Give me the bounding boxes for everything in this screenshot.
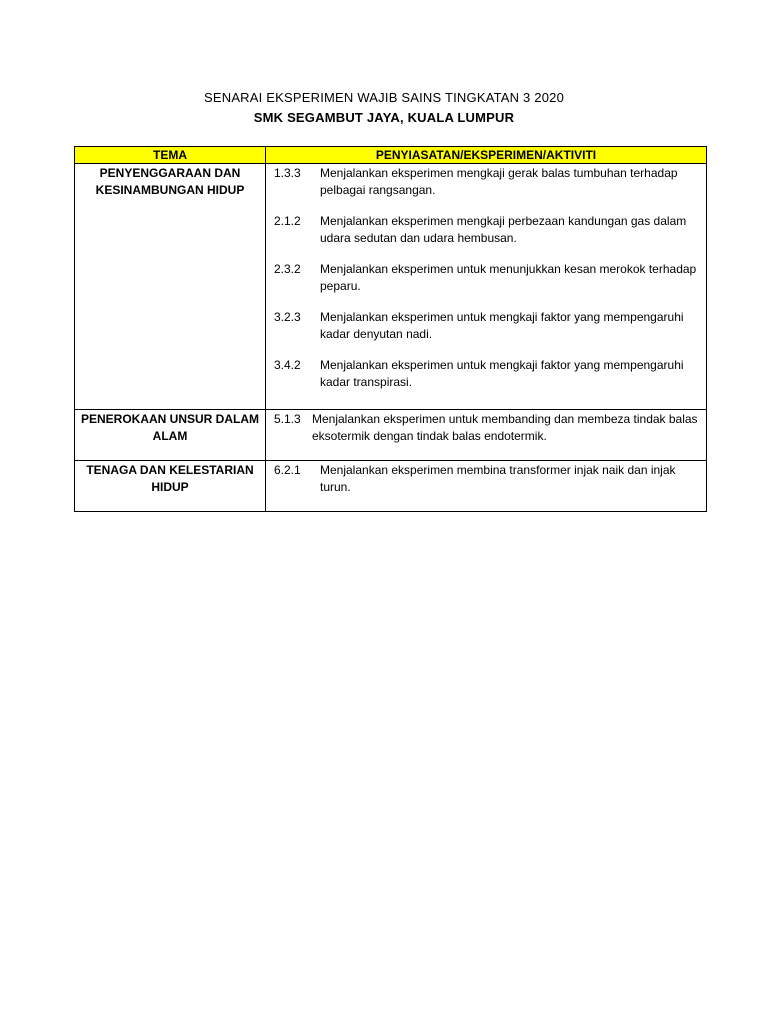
activity-text: Menjalankan eksperimen mengkaji gerak balas tumbuhan terhadap pelbagai rangsangan. — [320, 166, 678, 197]
tema-cell: TENAGA DAN KELESTARIAN HIDUP — [75, 461, 266, 512]
activity-item — [274, 357, 700, 391]
activity-text: Menjalankan eksperimen membina transformer injak naik dan injak turun. — [320, 463, 676, 494]
activity-cell — [266, 164, 707, 410]
activity-text: Menjalankan eksperimen untuk mengkaji faktor yang mempengaruhi kadar transpirasi. — [320, 358, 684, 389]
activity-code: 2.1.2 — [274, 214, 301, 228]
activity-item — [274, 213, 700, 247]
tema-cell: PENYENGGARAAN DAN KESINAMBUNGAN HIDUP — [75, 164, 266, 410]
activity-item — [274, 261, 700, 295]
activity-text: Menjalankan eksperimen untuk menunjukkan kesan merokok terhadap peparu. — [320, 262, 697, 293]
header-aktiviti: PENYIASATAN/EKSPERIMEN/AKTIVITI — [266, 147, 707, 164]
table-row — [75, 461, 707, 512]
activity-text: Menjalankan eksperimen mengkaji perbezaan kandungan gas dalam udara sedutan dan udara hembusan. — [320, 214, 687, 245]
activity-code: 5.1.3 — [274, 412, 301, 426]
activity-code: 6.2.1 — [274, 463, 301, 477]
activity-item — [274, 165, 700, 199]
activity-code: 3.2.3 — [274, 310, 301, 324]
experiment-table — [74, 146, 707, 512]
activity-code: 3.4.2 — [274, 358, 301, 372]
activity-code: 2.3.2 — [274, 262, 301, 276]
table-header-row — [75, 147, 707, 164]
activity-text: Menjalankan eksperimen untuk membanding dan membeza tindak balas eksotermik dengan tindak balas endotermik. — [312, 412, 698, 443]
activity-code: 1.3.3 — [274, 166, 301, 180]
table-row — [75, 410, 707, 461]
activity-item — [274, 411, 700, 445]
activity-cell — [266, 461, 707, 512]
activity-item — [274, 309, 700, 343]
activity-item — [274, 462, 700, 496]
tema-cell: PENEROKAAN UNSUR DALAM ALAM — [75, 410, 266, 461]
school-name: SMK SEGAMBUT JAYA, KUALA LUMPUR — [253, 110, 515, 125]
document-title: SENARAI EKSPERIMEN WAJIB SAINS TINGKATAN 3 2020 — [203, 90, 565, 105]
table-row — [75, 164, 707, 410]
activity-cell — [266, 410, 707, 461]
header-tema: TEMA — [75, 147, 266, 164]
activity-text: Menjalankan eksperimen untuk mengkaji faktor yang mempengaruhi kadar denyutan nadi. — [320, 310, 684, 341]
